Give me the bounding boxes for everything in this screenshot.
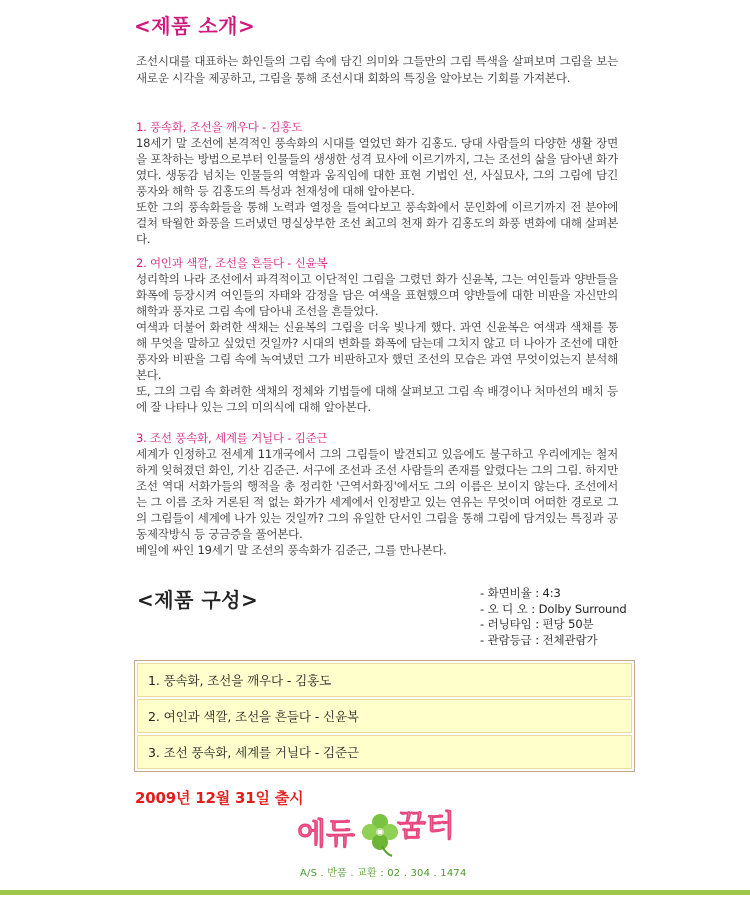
section-shinyunbok <box>136 255 618 415</box>
section-paragraph: 성리학의 나라 조선에서 파격적이고 이단적인 그림을 그렸던 화가 신윤복, 그는 여인들과 양반들을 화폭에 등장시켜 여인들의 자태와 감정을 담은 여색을 표현했으며 양반들에 대한 비판을 자신만의 해학과 풍자로 그림 속에 담아내 조선을 흔들었다. <box>136 272 618 318</box>
section-body <box>136 271 618 415</box>
section-body <box>136 135 618 247</box>
section-paragraph: 세계가 인정하고 전세계 11개국에서 그의 그림들이 발견되고 있음에도 불구하고 우리에게는 철저하게 잊혀졌던 화인, 기산 김준근. 서구에 조선과 조선 사람들의 존재를 알렸다는 그의 그림. 하지만 조선 역대 서화가들의 행적을 총 정리한 '근역서화징'에서도 그의 이름은 보이지 않는다. 조선에서는 그 이름 조차 거론된 적 없는 화가가 세계에서 인정받고 있는 연유는 무엇이며 어떠한 경로로 그의 그림들이 세계에 나가 있는 것일까? 그의 유일한 단서인 그림을 통해 그림에 담겨있는 특징과 공동제작방식 등 궁금증을 풀어본다. <box>136 447 618 541</box>
logo-text-left: 에듀 <box>297 817 355 852</box>
episode-table <box>134 660 635 772</box>
logo-text-right: 꿈터 <box>397 809 455 844</box>
section-kimjungeun <box>136 430 618 558</box>
clover-icon <box>362 814 398 856</box>
episode-row: 1. 풍속화, 조선을 깨우다 - 김홍도 <box>137 663 632 697</box>
episode-row: 2. 여인과 색깔, 조선을 흔들다 - 신윤복 <box>137 699 632 733</box>
section-title: 3. 조선 풍속화, 세계를 거닐다 - 김준근 <box>136 431 328 445</box>
product-composition-heading: <제품 구성> <box>137 588 259 612</box>
brand-logo <box>295 800 465 860</box>
release-date: 2009년 12월 31일 출시 <box>135 789 304 807</box>
intro-paragraph: 조선시대를 대표하는 화인들의 그림 속에 담긴 의미와 그들만의 그림 특색을 살펴보며 그림을 보는 새로운 시각을 제공하고, 그림을 통해 조선시대 회화의 특징을 알아보는 기회를 가져본다. <box>136 54 618 85</box>
section-title: 1. 풍속화, 조선을 깨우다 - 김홍도 <box>136 120 303 134</box>
spec-running-time: - 러닝타임 : 편당 50분 <box>480 617 594 631</box>
spec-list <box>480 586 627 648</box>
section-paragraph: 또한 그의 풍속화들을 통해 노력과 열정을 들여다보고 풍속화에서 문인화에 이르기까지 전 분야에 걸쳐 탁월한 화풍을 드러냈던 명실상부한 조선 최고의 천재 화가 김홍도의 화풍 변화에 대해 살펴본다. <box>136 200 618 246</box>
section-kimhongdo <box>136 119 618 247</box>
spec-rating: - 관람등급 : 전체관람가 <box>480 632 598 647</box>
footer-line <box>0 890 750 895</box>
spec-aspect-ratio: - 화면비율 : 4:3 <box>480 586 561 600</box>
episode-row: 3. 조선 풍속화, 세계를 거닐다 - 김준근 <box>137 735 632 769</box>
section-paragraph: 베일에 싸인 19세기 말 조선의 풍속화가 김준근, 그를 만나본다. <box>136 543 447 557</box>
section-paragraph: 여색과 더불어 화려한 색채는 신윤복의 그림을 더욱 빛나게 했다. 과연 신윤복은 여색과 색채를 통해 무엇을 말하고 싶었던 것일까? 시대의 변화를 화폭에 담는데 그치지 않고 더 나아가 조선에 대한 풍자와 비판을 그림 속에 녹여냈던 그가 비판하고자 했던 조선의 모습은 과연 무엇이었는지 분석해 본다. <box>136 320 618 382</box>
section-paragraph: 18세기 말 조선에 본격적인 풍속화의 시대를 열었던 화가 김홍도. 당대 사람들의 다양한 생활 장면을 포착하는 방법으로부터 인물들의 생생한 성격 묘사에 이르기까지, 그는 조선의 삶을 담아낸 화가였다. 생동감 넘치는 인물들의 역할과 움직임에 대한 표현 기법인 선, 사실묘사, 그의 그림에 담긴 풍자와 해학 등 김홍도의 특성과 천재성에 대해 알아본다. <box>136 136 618 198</box>
spec-audio: - 오 디 오 : Dolby Surround <box>480 601 627 616</box>
section-title: 2. 여인과 색깔, 조선을 흔들다 - 신윤복 <box>136 256 328 270</box>
section-paragraph: 또, 그의 그림 속 화려한 색채의 정체와 기법들에 대해 살펴보고 그림 속 배경이나 처마선의 배치 등에 잘 나타나 있는 그의 미의식에 대해 알아본다. <box>136 384 618 414</box>
product-intro-heading: <제품 소개> <box>134 14 256 38</box>
support-phone: A/S . 반품 . 교환 : 02 . 304 . 1474 <box>300 868 467 879</box>
section-body <box>136 446 618 558</box>
